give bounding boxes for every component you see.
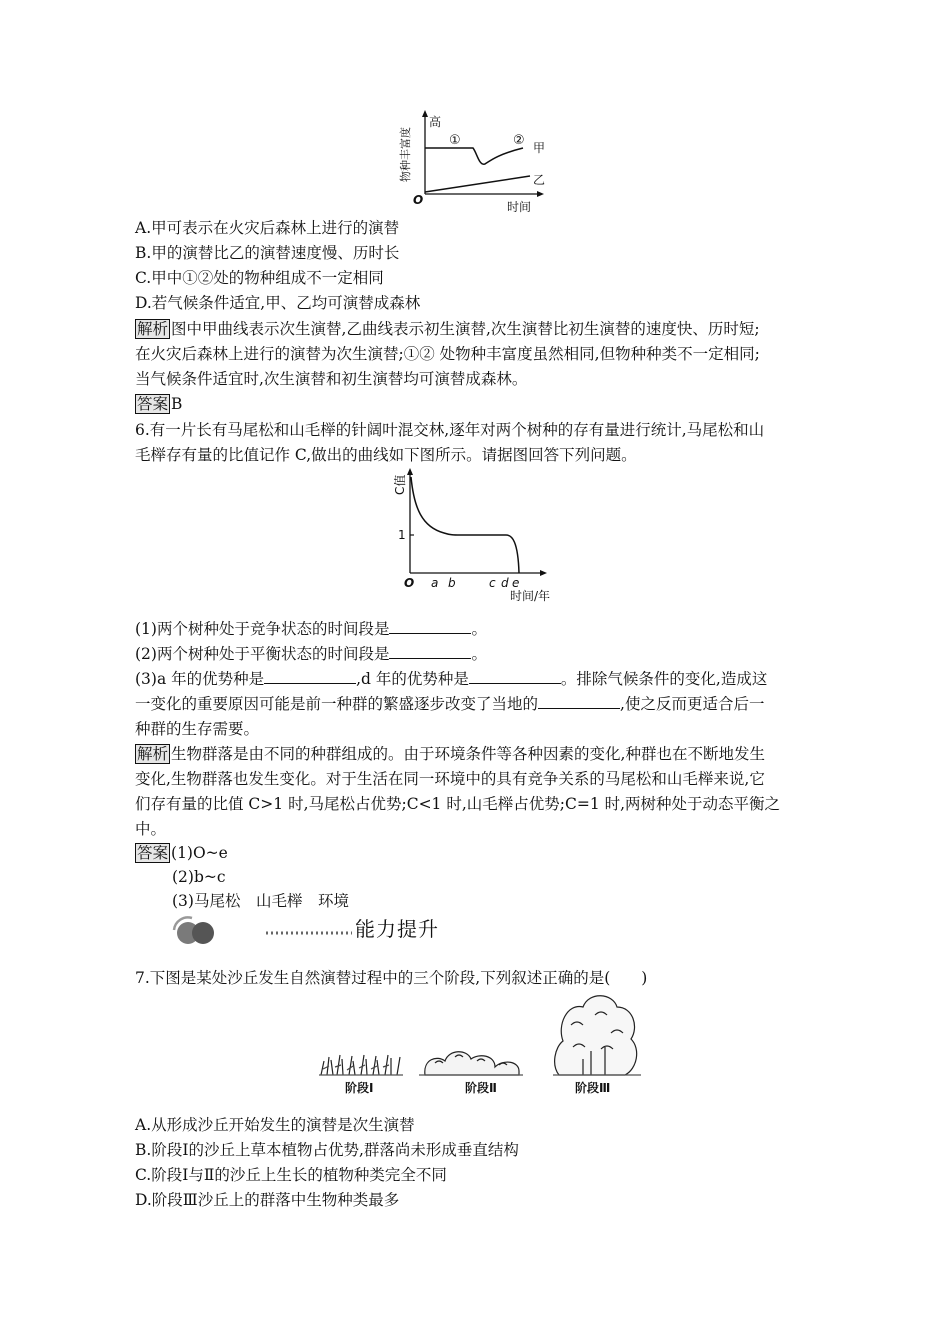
q6-analysis-line-1: 解析 生物群落是由不同的种群组成的。由于环境条件等各种因素的变化,种群也在不断地发生 bbox=[137, 745, 765, 763]
y-axis-label: C值 bbox=[393, 474, 407, 495]
q7-option-b: B.阶段Ⅰ的沙丘上草本植物占优势,群落尚未形成垂直结构 bbox=[135, 1141, 519, 1159]
answer-blank-2[interactable] bbox=[389, 643, 471, 659]
q7-stem: 7.下图是某处沙丘发生自然演替过程中的三个阶段,下列叙述正确的是( ) bbox=[135, 969, 648, 987]
y-axis-label: 物种丰富度 bbox=[399, 127, 412, 182]
y-tick-one: 1 bbox=[398, 528, 406, 542]
curve-jia-label: 甲 bbox=[533, 141, 546, 155]
answer-tag: 答案 bbox=[137, 395, 169, 413]
mark-1: ① bbox=[449, 133, 461, 148]
stage-3-trees bbox=[553, 996, 641, 1075]
analysis-tag: 解析 bbox=[137, 320, 169, 338]
answer-blank-4[interactable] bbox=[469, 668, 561, 684]
q6-part-3-line-2: 一变化的重要原因可能是前一种群的繁盛逐步改变了当地的 ,使之反而更适合后一 bbox=[135, 695, 765, 713]
q5-option-c: C.甲中①②处的物种组成不一定相同 bbox=[135, 269, 384, 287]
stage-2-label: 阶段Ⅱ bbox=[465, 1081, 497, 1095]
q6-analysis-line-3: 们存有量的比值 C>1 时,马尾松占优势;C<1 时,山毛榉占优势;C=1 时,两树种处于动态平衡之 bbox=[135, 795, 781, 813]
q5-option-a: A.甲可表示在火灾后森林上进行的演替 bbox=[135, 219, 400, 237]
stage-1-grass bbox=[319, 1055, 403, 1075]
answer-blank-1[interactable] bbox=[389, 618, 471, 634]
q7-option-d: D.阶段Ⅲ沙丘上的群落中生物种类最多 bbox=[135, 1191, 400, 1209]
tick-c: c bbox=[489, 576, 496, 590]
q6-answer-2: (2)b~c bbox=[172, 868, 226, 886]
answer-blank-3[interactable] bbox=[264, 668, 356, 684]
q6-answer-3: (3)马尾松 山毛榉 环境 bbox=[172, 892, 349, 910]
q5-answer bbox=[135, 392, 182, 416]
q5-analysis-text-1: 图中甲曲线表示次生演替,乙曲线表示初生演替,次生演替比初生演替的速度快、历时短; bbox=[171, 320, 760, 338]
q6-part-3-line-3: 种群的生存需要。 bbox=[135, 720, 260, 738]
q7-option-a: A.从形成沙丘开始发生的演替是次生演替 bbox=[135, 1116, 415, 1134]
tick-b: b bbox=[448, 576, 456, 590]
q5-option-d: D.若气候条件适宜,甲、乙均可演替成森林 bbox=[135, 294, 421, 312]
q5-analysis-line-2: 在火灾后森林上进行的演替为次生演替;①② 处物种丰富度虽然相同,但物种种类不一定相同; bbox=[135, 345, 760, 363]
section-title: 能力提升 bbox=[355, 917, 439, 941]
q6-stem-line-2: 毛榉存有量的比值记作 C,做出的曲线如下图所示。请据图回答下列问题。 bbox=[135, 446, 637, 464]
succession-stages-figure bbox=[315, 985, 645, 1100]
q6-analysis-line-2: 变化,生物群落也发生变化。对于生活在同一环境中的具有竞争关系的马尾松和山毛榉来说,它 bbox=[135, 770, 765, 788]
q6-part-1: (1)两个树种处于竞争状态的时间段是 。 bbox=[135, 620, 487, 638]
richness-chart bbox=[395, 108, 555, 214]
x-axis-label: 时间/年 bbox=[510, 589, 551, 603]
mark-2: ② bbox=[513, 133, 525, 148]
curve-yi-label: 乙 bbox=[533, 173, 546, 187]
stage-3-label: 阶段Ⅲ bbox=[575, 1081, 611, 1095]
tick-a: a bbox=[431, 576, 439, 590]
banner-circle-2 bbox=[192, 922, 214, 944]
q5-option-b: B.甲的演替比乙的演替速度慢、历时长 bbox=[135, 244, 400, 262]
q6-answer-1: 答案 (1)O~e bbox=[137, 844, 228, 862]
q6-part-2: (2)两个树种处于平衡状态的时间段是 。 bbox=[135, 645, 487, 663]
q5-analysis-line-3: 当气候条件适宜时,次生演替和初生演替均可演替成森林。 bbox=[135, 370, 528, 388]
y-high-label: 高 bbox=[429, 115, 442, 129]
analysis-tag: 解析 bbox=[137, 745, 169, 763]
stage-2-shrubs bbox=[419, 1052, 523, 1075]
x-axis-label: 时间 bbox=[507, 200, 532, 214]
c-value-chart bbox=[392, 463, 562, 608]
q5-answer-value: B bbox=[171, 395, 183, 413]
origin-label: O bbox=[413, 193, 424, 207]
origin-label: O bbox=[404, 576, 415, 590]
curve-yi bbox=[425, 176, 530, 192]
tick-d: d bbox=[501, 576, 509, 590]
q5-analysis-line-1 bbox=[135, 317, 760, 341]
q7-option-c: C.阶段Ⅰ与Ⅱ的沙丘上生长的植物种类完全不同 bbox=[135, 1166, 447, 1184]
q6-part-3: (3)a 年的优势种是 ,d 年的优势种是 。排除气候条件的变化,造成这 bbox=[135, 670, 768, 688]
answer-blank-5[interactable] bbox=[538, 693, 620, 709]
stage-1-label: 阶段Ⅰ bbox=[345, 1081, 374, 1095]
tick-e: e bbox=[512, 576, 520, 590]
c-curve bbox=[411, 477, 519, 573]
q6-stem-line-1: 6.有一片长有马尾松和山毛榉的针阔叶混交林,逐年对两个树种的存有量进行统计,马尾松和山 bbox=[135, 421, 765, 439]
answer-tag: 答案 bbox=[137, 844, 169, 862]
curve-jia bbox=[425, 148, 523, 164]
q6-analysis-line-4: 中。 bbox=[135, 820, 167, 838]
